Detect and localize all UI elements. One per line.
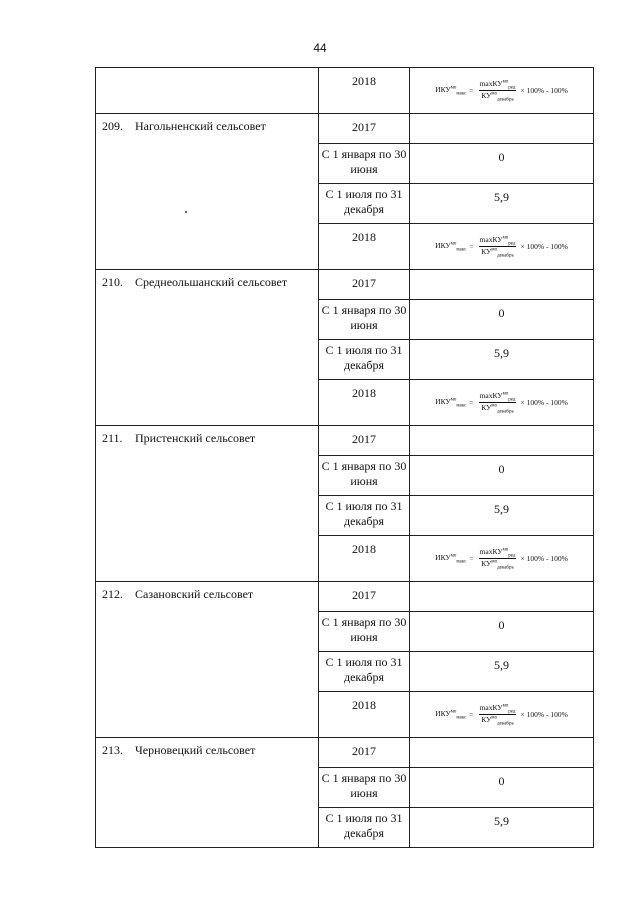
formula-fraction: $\frac{\max КУ^{мо}_{ред}}{КУ^{мо}_{декабрь}}$ (479, 234, 516, 259)
formula-lhs: $ИКУ^{мо}_{макс}$ (435, 84, 467, 97)
formula-fraction: $\frac{\max КУ^{мо}_{ред}}{КУ^{мо}_{декабрь}}$ (479, 546, 516, 571)
municipality-name-cell (96, 114, 319, 270)
period-cell: 2018 (319, 68, 410, 114)
period-cell: 2017 (319, 426, 410, 456)
period-cell: 2017 (319, 114, 410, 144)
name-cell (96, 68, 319, 114)
period-cell: С 1 января по 30 июня (319, 144, 410, 184)
formula-eq: = (469, 242, 474, 251)
formula (410, 692, 593, 737)
formula-cell (410, 68, 594, 114)
value-cell: 5,9 (410, 652, 594, 692)
period-cell: С 1 января по 30 июня (319, 300, 410, 340)
period-cell: 2017 (319, 738, 410, 768)
table-row (96, 68, 594, 114)
table-row (96, 270, 594, 300)
value-cell (410, 582, 594, 612)
municipality-name-cell (96, 270, 319, 426)
formula (410, 380, 593, 425)
formula-eq: = (469, 710, 474, 719)
municipality-name-cell (96, 582, 319, 738)
value-cell: 0 (410, 456, 594, 496)
formula-cell (410, 380, 594, 426)
period-cell: 2018 (319, 692, 410, 738)
table-row (96, 582, 594, 612)
row-number: 213. (102, 743, 123, 757)
municipality-name-cell (96, 426, 319, 582)
municipality-name: Пристенский сельсовет (135, 431, 256, 445)
value-cell (410, 270, 594, 300)
municipality-name: Нагольненский сельсовет (135, 119, 266, 133)
formula-rest: × 100% - 100% (520, 398, 568, 407)
value-cell: 5,9 (410, 184, 594, 224)
value-cell: 0 (410, 768, 594, 808)
period-cell: 2018 (319, 536, 410, 582)
value-cell: 5,9 (410, 808, 594, 848)
tariff-table (95, 67, 594, 848)
table-row (96, 738, 594, 768)
formula-fraction: $\frac{\max КУ^{мо}_{ред}}{КУ^{мо}_{декабрь}}$ (479, 390, 516, 415)
scan-speck (185, 211, 187, 213)
value-cell: 5,9 (410, 496, 594, 536)
value-cell: 5,9 (410, 340, 594, 380)
formula-fraction: $\frac{\max КУ^{мо}_{ред}}{КУ^{мо}_{декабрь}}$ (479, 78, 516, 103)
period-cell: С 1 июля по 31 декабря (319, 340, 410, 380)
formula (410, 224, 593, 269)
row-number: 210. (102, 275, 123, 289)
formula-eq: = (469, 86, 474, 95)
row-number: 209. (102, 119, 123, 133)
period-cell: С 1 июля по 31 декабря (319, 184, 410, 224)
formula-lhs: $ИКУ^{мо}_{макс}$ (435, 240, 467, 253)
page-number: 44 (313, 41, 327, 55)
value-cell (410, 114, 594, 144)
value-cell: 0 (410, 144, 594, 184)
period-cell: С 1 июля по 31 декабря (319, 652, 410, 692)
formula-rest: × 100% - 100% (520, 242, 568, 251)
row-number: 211. (102, 431, 123, 445)
formula-cell (410, 692, 594, 738)
formula-cell (410, 224, 594, 270)
formula-eq: = (469, 398, 474, 407)
formula-lhs: $ИКУ^{мо}_{макс}$ (435, 552, 467, 565)
value-cell: 0 (410, 612, 594, 652)
period-cell: 2018 (319, 224, 410, 270)
period-cell: 2018 (319, 380, 410, 426)
formula-lhs: $ИКУ^{мо}_{макс}$ (435, 396, 467, 409)
value-cell (410, 426, 594, 456)
formula (410, 536, 593, 581)
formula-fraction: $\frac{\max КУ^{мо}_{ред}}{КУ^{мо}_{декабрь}}$ (479, 702, 516, 727)
formula-rest: × 100% - 100% (520, 86, 568, 95)
formula-eq: = (469, 554, 474, 563)
formula-cell (410, 536, 594, 582)
period-cell: 2017 (319, 582, 410, 612)
municipality-name-cell (96, 738, 319, 848)
formula (410, 68, 593, 113)
table-row (96, 114, 594, 144)
municipality-name: Среднеольшанский сельсовет (135, 275, 288, 289)
period-cell: С 1 июля по 31 декабря (319, 496, 410, 536)
period-cell: 2017 (319, 270, 410, 300)
period-cell: С 1 января по 30 июня (319, 456, 410, 496)
formula-rest: × 100% - 100% (520, 710, 568, 719)
value-cell: 0 (410, 300, 594, 340)
formula-lhs: $ИКУ^{мо}_{макс}$ (435, 708, 467, 721)
period-cell: С 1 января по 30 июня (319, 768, 410, 808)
period-cell: С 1 января по 30 июня (319, 612, 410, 652)
period-cell: С 1 июля по 31 декабря (319, 808, 410, 848)
formula-rest: × 100% - 100% (520, 554, 568, 563)
municipality-name: Сазановский сельсовет (135, 587, 254, 601)
table-row (96, 426, 594, 456)
row-number: 212. (102, 587, 123, 601)
value-cell (410, 738, 594, 768)
municipality-name: Черновецкий сельсовет (135, 743, 256, 757)
